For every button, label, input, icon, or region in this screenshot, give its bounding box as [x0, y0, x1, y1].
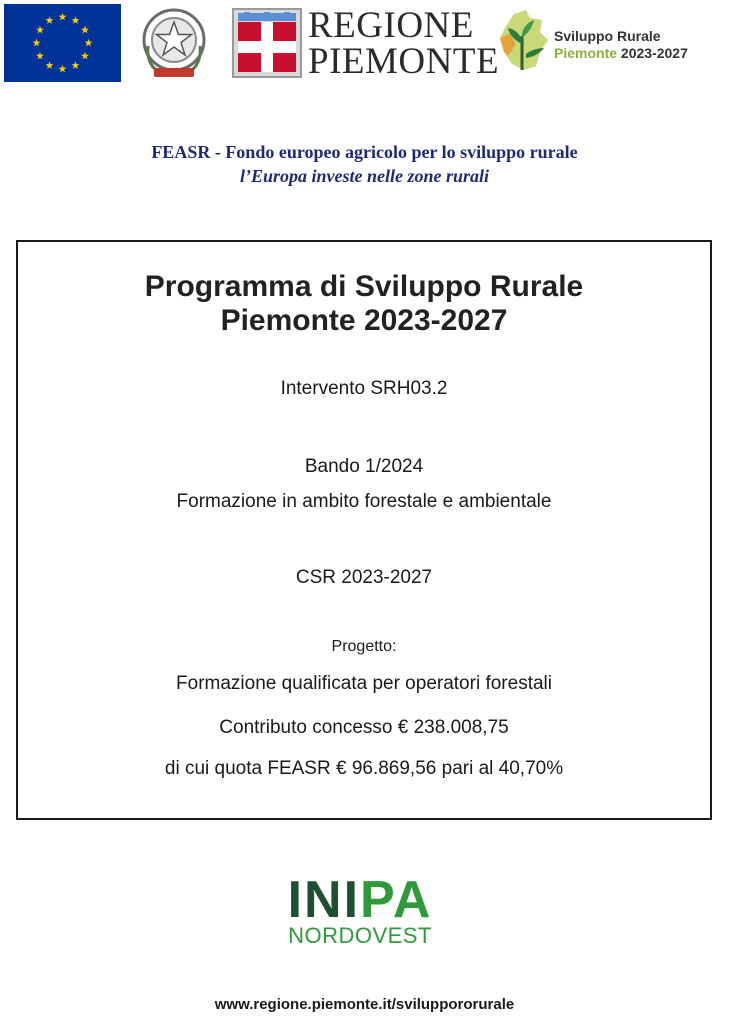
feasr-line2: l’Europa investe nelle zone rurali: [239, 166, 490, 186]
regione-line1: REGIONE: [308, 5, 474, 46]
inipa-part1: INI: [287, 871, 361, 929]
regione-piemonte-logo: [232, 5, 500, 82]
logo-bar: [0, 0, 729, 90]
footer-url[interactable]: www.regione.piemonte.it/sviluppororurale: [214, 996, 515, 1013]
sviluppo-rurale-logo: [496, 8, 726, 78]
sviluppo-rurale-piemonte: Piemonte: [554, 45, 618, 61]
bando-description: Formazione in ambito forestale e ambientale: [176, 491, 552, 512]
sviluppo-rurale-line2: [554, 45, 688, 61]
inipa-subtitle: NORDOVEST: [288, 923, 432, 948]
bando-text: Bando 1/2024: [304, 456, 424, 477]
program-title-line2: Piemonte 2023-2027: [220, 304, 508, 337]
regione-line2: PIEMONTE: [308, 41, 500, 82]
program-title: [18, 270, 710, 338]
inipa-nordovest-logo: [264, 871, 456, 951]
program-info-box: [16, 240, 712, 820]
sviluppo-rurale-years: 2023-2027: [617, 45, 688, 61]
csr-text: CSR 2023-2027: [295, 567, 433, 588]
inipa-wordmark: [264, 871, 456, 929]
feasr-line1: FEASR - Fondo europeo agricolo per lo sviluppo rurale: [151, 142, 578, 162]
progetto-name: Formazione qualificata per operatori forestali: [176, 673, 552, 694]
regione-name: [308, 5, 500, 82]
intervento-text: Intervento SRH03.2: [280, 378, 448, 399]
program-title-line1: Programma di Sviluppo Rurale: [144, 270, 584, 303]
quota-feasr-text: di cui quota FEASR € 96.869,56 pari al 40,70%: [164, 758, 564, 779]
contributo-text: Contributo concesso € 238.008,75: [219, 717, 509, 738]
italian-emblem-icon: [140, 6, 208, 80]
progetto-label: Progetto:: [331, 638, 397, 655]
piemonte-cross-icon: [232, 8, 302, 78]
eu-flag-icon: [4, 4, 121, 82]
inipa-part2: PA: [360, 871, 433, 929]
sviluppo-rurale-line1: Sviluppo Rurale: [554, 28, 661, 44]
feasr-heading: [0, 140, 729, 188]
sviluppo-rurale-mark-icon: [496, 8, 550, 76]
